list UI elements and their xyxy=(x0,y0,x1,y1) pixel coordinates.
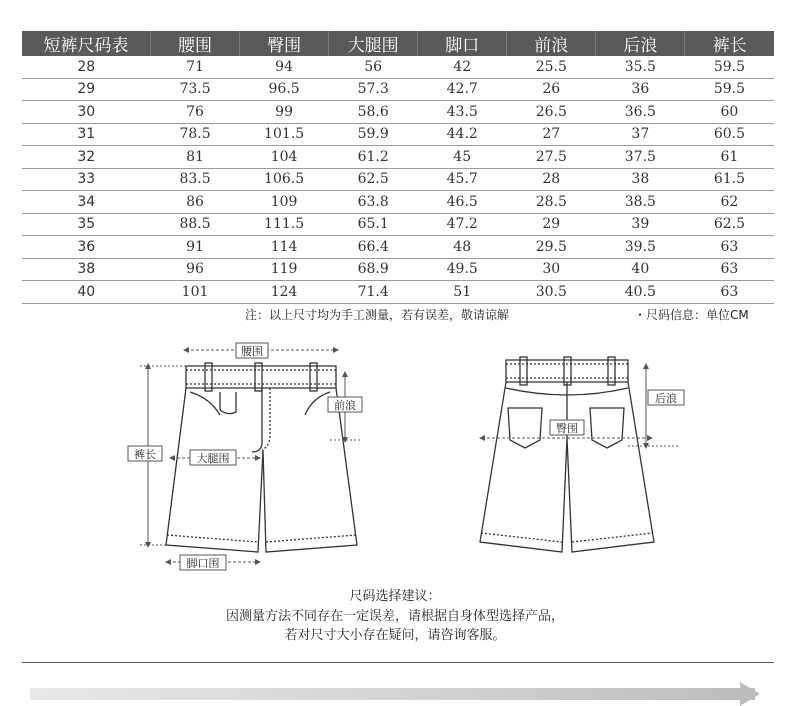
measurement-cell: 39 xyxy=(596,213,685,236)
size-cell: 40 xyxy=(22,281,151,304)
measurement-cell: 62.5 xyxy=(685,213,774,236)
svg-text:前浪: 前浪 xyxy=(334,399,356,412)
measurement-cell: 60.5 xyxy=(685,123,774,146)
measurement-cell: 38 xyxy=(596,168,685,191)
advice-line-2: 若对尺寸大小存在疑问，请咨询客服。 xyxy=(284,628,506,643)
measurement-cell: 101.5 xyxy=(240,123,329,146)
size-cell: 28 xyxy=(22,56,151,78)
measurement-cell: 42.7 xyxy=(418,78,507,101)
measurement-cell: 88.5 xyxy=(151,213,240,236)
measurement-cell: 65.1 xyxy=(329,213,418,236)
column-header: 脚口 xyxy=(418,31,507,56)
measurement-cell: 37 xyxy=(596,123,685,146)
table-row xyxy=(22,78,774,101)
measurement-cell: 114 xyxy=(240,236,329,259)
table-body xyxy=(22,56,774,303)
measurement-cell: 40.5 xyxy=(596,281,685,304)
measurement-cell: 26.5 xyxy=(507,101,596,124)
measurement-cell: 59.9 xyxy=(329,123,418,146)
size-cell: 29 xyxy=(22,78,151,101)
measurement-cell: 25.5 xyxy=(507,56,596,78)
size-cell: 38 xyxy=(22,258,151,281)
measurement-cell: 60 xyxy=(685,101,774,124)
measurement-cell: 26 xyxy=(507,78,596,101)
measurement-cell: 58.6 xyxy=(329,101,418,124)
measurement-cell: 44.2 xyxy=(418,123,507,146)
svg-text:后浪: 后浪 xyxy=(655,392,677,405)
column-header: 大腿围 xyxy=(329,31,418,56)
size-cell: 36 xyxy=(22,236,151,259)
measurement-cell: 66.4 xyxy=(329,236,418,259)
unit-note: ・尺码信息：单位CM xyxy=(634,308,749,322)
svg-text:腰围: 腰围 xyxy=(241,345,263,358)
measurement-cell: 29.5 xyxy=(507,236,596,259)
size-cell: 31 xyxy=(22,123,151,146)
measurement-cell: 94 xyxy=(240,56,329,78)
shorts-diagram xyxy=(0,330,790,580)
column-header: 前浪 xyxy=(507,31,596,56)
size-cell: 30 xyxy=(22,101,151,124)
table-title-cell: 短裤尺码表 xyxy=(22,31,151,56)
measurement-cell: 109 xyxy=(240,191,329,214)
measurement-cell: 28 xyxy=(507,168,596,191)
arrow-head-icon xyxy=(740,682,760,706)
svg-text:臀围: 臀围 xyxy=(556,422,578,435)
table-row xyxy=(22,281,774,304)
measurement-cell: 73.5 xyxy=(151,78,240,101)
measurement-cell: 51 xyxy=(418,281,507,304)
measurement-cell: 43.5 xyxy=(418,101,507,124)
size-cell: 35 xyxy=(22,213,151,236)
measurement-cell: 47.2 xyxy=(418,213,507,236)
advice-line-1: 因测量方法不同存在一定误差，请根据自身体型选择产品， xyxy=(225,609,564,624)
measurement-cell: 49.5 xyxy=(418,258,507,281)
measurement-cell: 40 xyxy=(596,258,685,281)
label-length xyxy=(128,446,162,461)
section-divider xyxy=(22,662,774,663)
measurement-cell: 27 xyxy=(507,123,596,146)
table-row xyxy=(22,168,774,191)
table-header-row xyxy=(22,31,774,56)
measurement-cell: 99 xyxy=(240,101,329,124)
measurement-cell: 36.5 xyxy=(596,101,685,124)
measurement-cell: 101 xyxy=(151,281,240,304)
table-row xyxy=(22,56,774,78)
measurement-cell: 119 xyxy=(240,258,329,281)
measurement-cell: 35.5 xyxy=(596,56,685,78)
measurement-cell: 76 xyxy=(151,101,240,124)
measurement-cell: 36 xyxy=(596,78,685,101)
measurement-cell: 68.9 xyxy=(329,258,418,281)
measurement-cell: 71.4 xyxy=(329,281,418,304)
measurement-cell: 96 xyxy=(151,258,240,281)
table-row xyxy=(22,101,774,124)
measurement-cell: 96.5 xyxy=(240,78,329,101)
size-cell: 33 xyxy=(22,168,151,191)
label-thigh xyxy=(190,450,236,465)
measurement-cell: 59.5 xyxy=(685,78,774,101)
measurement-cell: 63 xyxy=(685,258,774,281)
measurement-cell: 71 xyxy=(151,56,240,78)
svg-text:大腿围: 大腿围 xyxy=(196,452,230,465)
measurement-cell: 63 xyxy=(685,281,774,304)
measurement-cell: 104 xyxy=(240,146,329,169)
measurement-cell: 61.2 xyxy=(329,146,418,169)
label-leg-opening xyxy=(180,555,226,570)
label-waist xyxy=(236,343,268,358)
measurement-cell: 57.3 xyxy=(329,78,418,101)
size-chart-table xyxy=(22,31,774,304)
table-row xyxy=(22,191,774,214)
measurement-cell: 46.5 xyxy=(418,191,507,214)
measurement-note: 注：以上尺寸均为手工测量，若有误差，敬请谅解 xyxy=(245,308,510,322)
svg-text:脚口围: 脚口围 xyxy=(186,557,220,570)
measurement-cell: 111.5 xyxy=(240,213,329,236)
measurement-cell: 42 xyxy=(418,56,507,78)
measurement-cell: 62.5 xyxy=(329,168,418,191)
measurement-cell: 28.5 xyxy=(507,191,596,214)
measurement-cell: 62 xyxy=(685,191,774,214)
measurement-cell: 38.5 xyxy=(596,191,685,214)
column-header: 臀围 xyxy=(240,31,329,56)
column-header: 腰围 xyxy=(151,31,240,56)
measurement-cell: 91 xyxy=(151,236,240,259)
label-front-rise xyxy=(328,397,362,412)
measurement-cell: 124 xyxy=(240,281,329,304)
measurement-cell: 45.7 xyxy=(418,168,507,191)
label-back-rise xyxy=(648,390,684,405)
measurement-cell: 61.5 xyxy=(685,168,774,191)
measurement-cell: 78.5 xyxy=(151,123,240,146)
label-hip xyxy=(550,420,584,435)
measurement-cell: 30.5 xyxy=(507,281,596,304)
measurement-cell: 86 xyxy=(151,191,240,214)
front-measure-lines xyxy=(140,350,360,562)
size-cell: 34 xyxy=(22,191,151,214)
table-row xyxy=(22,213,774,236)
measurement-cell: 29 xyxy=(507,213,596,236)
measurement-cell: 56 xyxy=(329,56,418,78)
measurement-cell: 81 xyxy=(151,146,240,169)
measurement-cell: 37.5 xyxy=(596,146,685,169)
size-cell: 32 xyxy=(22,146,151,169)
measurement-cell: 61 xyxy=(685,146,774,169)
table-row xyxy=(22,123,774,146)
advice-title: 尺码选择建议： xyxy=(349,589,441,604)
decorative-arrow-bar xyxy=(30,688,755,700)
measurement-cell: 30 xyxy=(507,258,596,281)
column-header: 裤长 xyxy=(685,31,774,56)
measurement-cell: 63.8 xyxy=(329,191,418,214)
shorts-back-view xyxy=(480,357,654,552)
measurement-cell: 39.5 xyxy=(596,236,685,259)
measurement-cell: 59.5 xyxy=(685,56,774,78)
measurement-cell: 27.5 xyxy=(507,146,596,169)
measurement-cell: 106.5 xyxy=(240,168,329,191)
svg-text:裤长: 裤长 xyxy=(134,448,156,461)
column-header: 后浪 xyxy=(596,31,685,56)
measurement-cell: 45 xyxy=(418,146,507,169)
measurement-cell: 83.5 xyxy=(151,168,240,191)
table-row xyxy=(22,146,774,169)
table-row xyxy=(22,258,774,281)
table-row xyxy=(22,236,774,259)
measurement-cell: 48 xyxy=(418,236,507,259)
measurement-cell: 63 xyxy=(685,236,774,259)
